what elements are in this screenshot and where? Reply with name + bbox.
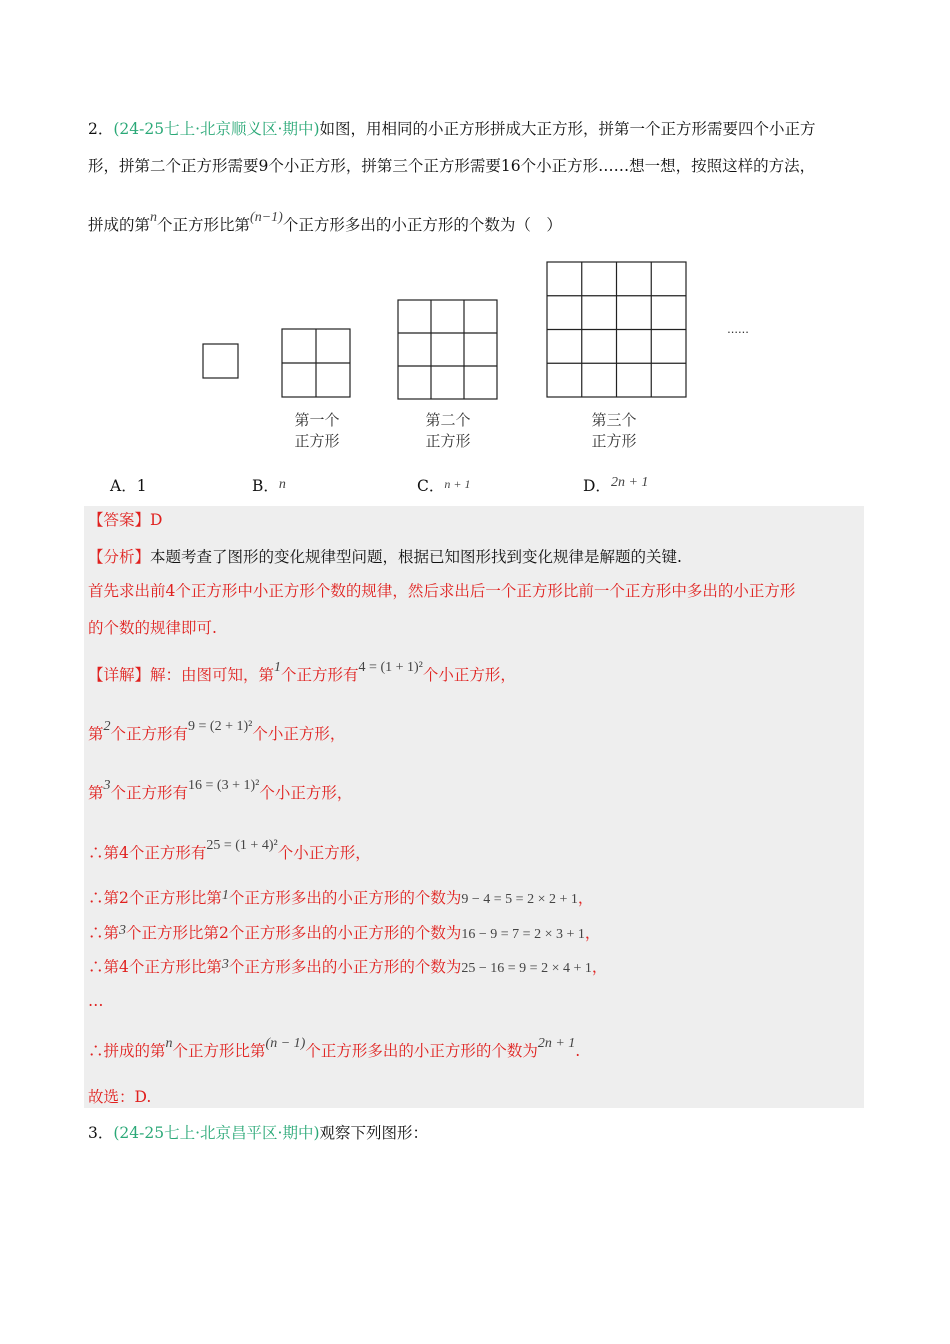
detail-3-math: 16 = (3 + 1)² <box>188 778 260 793</box>
detail-2b: 个正方形有 <box>110 725 189 743</box>
detail-4-math: 25 = (1 + 4)² <box>206 838 278 853</box>
detail-6b: 个正方形比第2个正方形多出的小正方形的个数为 <box>126 924 462 942</box>
caption-first <box>277 410 357 452</box>
choose-line: 故选：D. <box>88 1088 152 1106</box>
square-4x4 <box>547 262 686 397</box>
q2-source: (24-25七上·北京顺义区·期中) <box>113 120 320 138</box>
analysis-line-1 <box>88 546 682 568</box>
detail-4c: 个小正方形， <box>277 844 371 862</box>
q2-stem-3a: 拼成的第 <box>88 216 151 234</box>
detail-8n: n <box>165 1036 173 1051</box>
analysis-text: 本题考查了图形的变化规律型问题，根据已知图形找到变化规律是解题的关键. <box>150 548 682 566</box>
detail-line-2 <box>88 719 346 747</box>
caption-first-l2: 正方形 <box>294 433 340 450</box>
q3-source: (24-25七上·北京昌平区·期中) <box>113 1124 320 1142</box>
detail-8c: 个正方形多出的小正方形的个数为 <box>305 1042 538 1060</box>
option-c-value: n + 1 <box>444 477 471 491</box>
detail-2c: 个小正方形， <box>252 725 346 743</box>
analysis-tag: 【分析】 <box>88 548 151 566</box>
detail-7-math: 25 − 16 = 9 = 2 × 4 + 1 <box>461 961 592 976</box>
caption-third <box>574 410 654 452</box>
detail-3a: 第 <box>88 784 104 802</box>
detail-2-math: 9 = (2 + 1)² <box>188 719 253 734</box>
detail-line-1 <box>88 660 516 688</box>
detail-1-math: 4 = (1 + 1)² <box>358 660 423 675</box>
q2-stem-1: 如图，用相同的小正方形拼成大正方形，拼第一个正方形需要四个小正方 <box>319 120 816 138</box>
q2-stem-3b: 个正方形比第 <box>157 216 251 234</box>
detail-7b: 个正方形多出的小正方形的个数为 <box>228 958 462 976</box>
detail-dots: … <box>88 992 104 1010</box>
detail-8a: ∴拼成的第 <box>88 1042 166 1060</box>
square-3x3 <box>398 300 497 399</box>
detail-line-6 <box>88 922 600 946</box>
detail-5-math: 9 − 4 = 5 = 2 × 2 + 1 <box>461 892 578 907</box>
option-c-label: C． <box>417 477 445 495</box>
detail-6c: ， <box>584 924 601 942</box>
math-n-minus-1: (n−1) <box>250 210 283 225</box>
detail-7c: ， <box>591 958 608 976</box>
square-2x2 <box>282 329 350 397</box>
q2-number: 2． <box>88 120 114 138</box>
q2-line-1 <box>88 118 816 140</box>
detail-1b: 个正方形有 <box>281 666 359 684</box>
caption-second-l1: 第二个 <box>425 412 471 429</box>
square-1x1 <box>203 344 238 378</box>
answer-tag: 【答案】 <box>88 511 151 529</box>
option-b-label: B． <box>252 477 279 495</box>
q2-line-2: 形，拼第二个正方形需要9个小正方形，拼第三个正方形需要16个小正方形……想一想，按照这样的方法， <box>88 157 816 175</box>
detail-7a: ∴第4个正方形比第 <box>88 958 222 976</box>
detail-line-4 <box>88 838 371 866</box>
figure-ellipsis: ...... <box>727 321 749 336</box>
option-a-value: 1 <box>136 477 147 495</box>
detail-1c: 个小正方形， <box>422 666 516 684</box>
detail-8-math: 2n + 1 <box>537 1036 576 1051</box>
caption-third-l1: 第三个 <box>591 412 637 429</box>
detail-5c: ， <box>577 889 594 907</box>
squares-figure <box>190 258 760 453</box>
detail-2n: 2 <box>103 719 111 734</box>
detail-7n: 3 <box>221 957 229 972</box>
option-c[interactable] <box>417 474 470 496</box>
detail-8nm1: (n − 1) <box>265 1036 306 1051</box>
option-a[interactable] <box>110 474 147 496</box>
q3-stem: 观察下列图形： <box>319 1124 429 1142</box>
q2-line-3 <box>88 210 562 238</box>
caption-third-l2: 正方形 <box>591 433 637 450</box>
detail-3c: 个小正方形， <box>259 784 353 802</box>
q3-line <box>88 1122 428 1144</box>
option-d[interactable] <box>583 474 648 496</box>
analysis-line-2: 首先求出前4个正方形中小正方形个数的规律，然后求出后一个正方形比前一个正方形中多出的小正方形 <box>88 582 796 600</box>
option-d-label: D． <box>583 477 611 495</box>
answer-line <box>88 509 162 531</box>
q2-stem-3c: 个正方形多出的小正方形的个数为（ ） <box>282 216 562 234</box>
option-b-value: n <box>278 477 286 492</box>
option-b[interactable] <box>252 474 286 496</box>
detail-6-math: 16 − 9 = 7 = 2 × 3 + 1 <box>461 927 585 942</box>
math-n: n <box>150 210 158 225</box>
detail-tag: 【详解】 <box>88 666 151 684</box>
detail-4a: ∴第4个正方形有 <box>88 844 207 862</box>
option-a-label: A． <box>110 477 137 495</box>
detail-1n: 1 <box>274 660 282 675</box>
answer-value: D <box>150 511 163 529</box>
caption-first-l1: 第一个 <box>294 412 340 429</box>
detail-line-8 <box>88 1036 581 1064</box>
analysis-line-3: 的个数的规律即可. <box>88 619 217 637</box>
detail-line-5 <box>88 887 593 911</box>
detail-3b: 个正方形有 <box>110 784 189 802</box>
detail-line-3 <box>88 778 353 806</box>
detail-3n: 3 <box>103 778 111 793</box>
detail-8d: . <box>575 1042 581 1060</box>
detail-5a: ∴第2个正方形比第 <box>88 889 222 907</box>
detail-5b: 个正方形多出的小正方形的个数为 <box>228 889 462 907</box>
option-d-value: 2n + 1 <box>610 475 649 490</box>
detail-1a: 解：由图可知，第 <box>150 666 275 684</box>
detail-6a: ∴第 <box>88 924 120 942</box>
caption-second <box>408 410 488 452</box>
q3-number: 3． <box>88 1124 114 1142</box>
caption-second-l2: 正方形 <box>425 433 471 450</box>
detail-line-7 <box>88 956 607 980</box>
detail-2a: 第 <box>88 725 104 743</box>
detail-5n: 1 <box>221 888 229 903</box>
detail-8b: 个正方形比第 <box>172 1042 266 1060</box>
detail-6n: 3 <box>119 923 127 938</box>
